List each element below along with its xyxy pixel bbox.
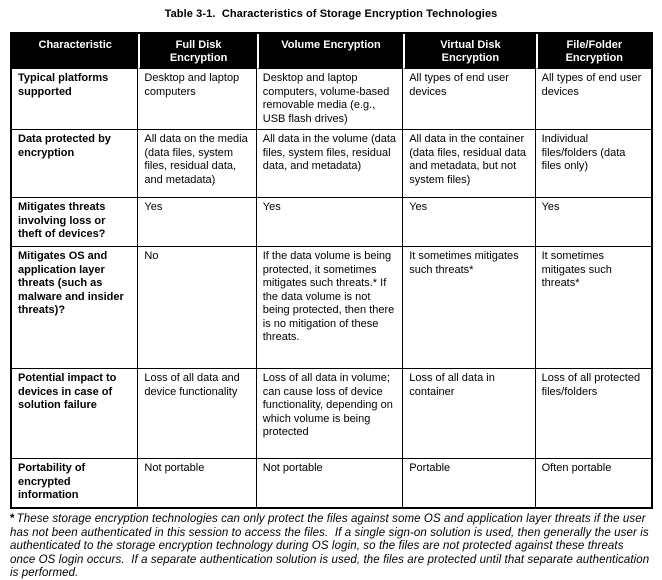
table-cell: All data in the container (data files, residual data and metadata, but not system files) <box>403 130 535 198</box>
table-row <box>12 198 651 247</box>
row-label: Portability of encrypted information <box>12 459 138 507</box>
table-cell: Yes <box>257 198 403 247</box>
table-footnote <box>10 513 652 580</box>
table-cell: Individual files/folders (data files only) <box>536 130 651 198</box>
footnote-text: These storage encryption technologies can only protect the files against some OS and application layer threats if the user has not been authenticated in this session to access the files. If a single sign-on solution is used, then generally the user is authenticated to the storage encryption technology during OS login, so the files are not protected against these threats once OS login occurs. If a separate authentication solution is used, the files are protected until that separate authentication is performed. <box>10 513 650 580</box>
table-row <box>12 369 651 459</box>
table-cell: Yes <box>536 198 651 247</box>
row-label: Mitigates threats involving loss or theft of devices? <box>12 198 138 247</box>
table-cell: Often portable <box>541 462 612 474</box>
storage-encryption-table <box>10 32 653 509</box>
table-cell: All data on the media (data files, system files, residual data, and metadata) <box>138 130 256 198</box>
table-cell: All data in the volume (data files, system files, residual data, and metadata) <box>257 130 403 198</box>
table-cell: Desktop and laptop computers, volume-based removable media (e.g., USB flash drives) <box>257 69 403 130</box>
table-cell: If the data volume is being protected, it sometimes mitigates such threats.* If the data volume is not being protected, then there is no mitigation of these threats. <box>257 247 403 369</box>
column-header-characteristic: Characteristic <box>12 34 138 69</box>
table-row <box>12 247 651 369</box>
footnote-asterisk: * <box>10 513 15 525</box>
table-row <box>12 459 651 507</box>
column-header-full-disk: Full Disk Encryption <box>138 34 256 69</box>
table-cell: Not portable <box>138 459 256 507</box>
column-header-virtual-disk: Virtual Disk Encryption <box>403 34 535 69</box>
table-cell: Loss of all data and device functionality <box>138 369 256 459</box>
table-cell: Loss of all protected files/folders <box>536 369 651 459</box>
table-cell: All types of end user devices <box>536 69 651 130</box>
header-row <box>12 34 651 69</box>
row-label: Mitigates OS and application layer threats (such as malware and insider threats)? <box>12 247 138 369</box>
table-title: Table 3-1. Characteristics of Storage Encryption Technologies <box>164 8 498 20</box>
row-label: Data protected by encryption <box>12 130 138 198</box>
table-cell: Yes <box>403 198 535 247</box>
table-cell: Loss of all data in volume; can cause loss of device functionality, depending on which volume is being protected <box>257 369 403 459</box>
table-cell: It sometimes mitigates such threats* <box>403 247 535 369</box>
row-label: Typical platforms supported <box>12 69 138 130</box>
table-cell: All types of end user devices <box>403 69 535 130</box>
table-cell: Not portable <box>257 459 403 507</box>
table-cell: Desktop and laptop computers <box>138 69 256 130</box>
table-cell: Yes <box>138 198 256 247</box>
column-header-file-folder: File/Folder Encryption <box>536 34 651 69</box>
column-header-volume: Volume Encryption <box>257 34 403 69</box>
table-cell: Portable <box>403 459 535 507</box>
row-label: Potential impact to devices in case of solution failure <box>12 369 138 459</box>
table-cell: It sometimes mitigates such threats* <box>536 247 651 369</box>
table-cell: No <box>138 247 256 369</box>
table-row <box>12 130 651 198</box>
table-cell: Loss of all data in container <box>403 369 535 459</box>
table-row <box>12 69 651 130</box>
